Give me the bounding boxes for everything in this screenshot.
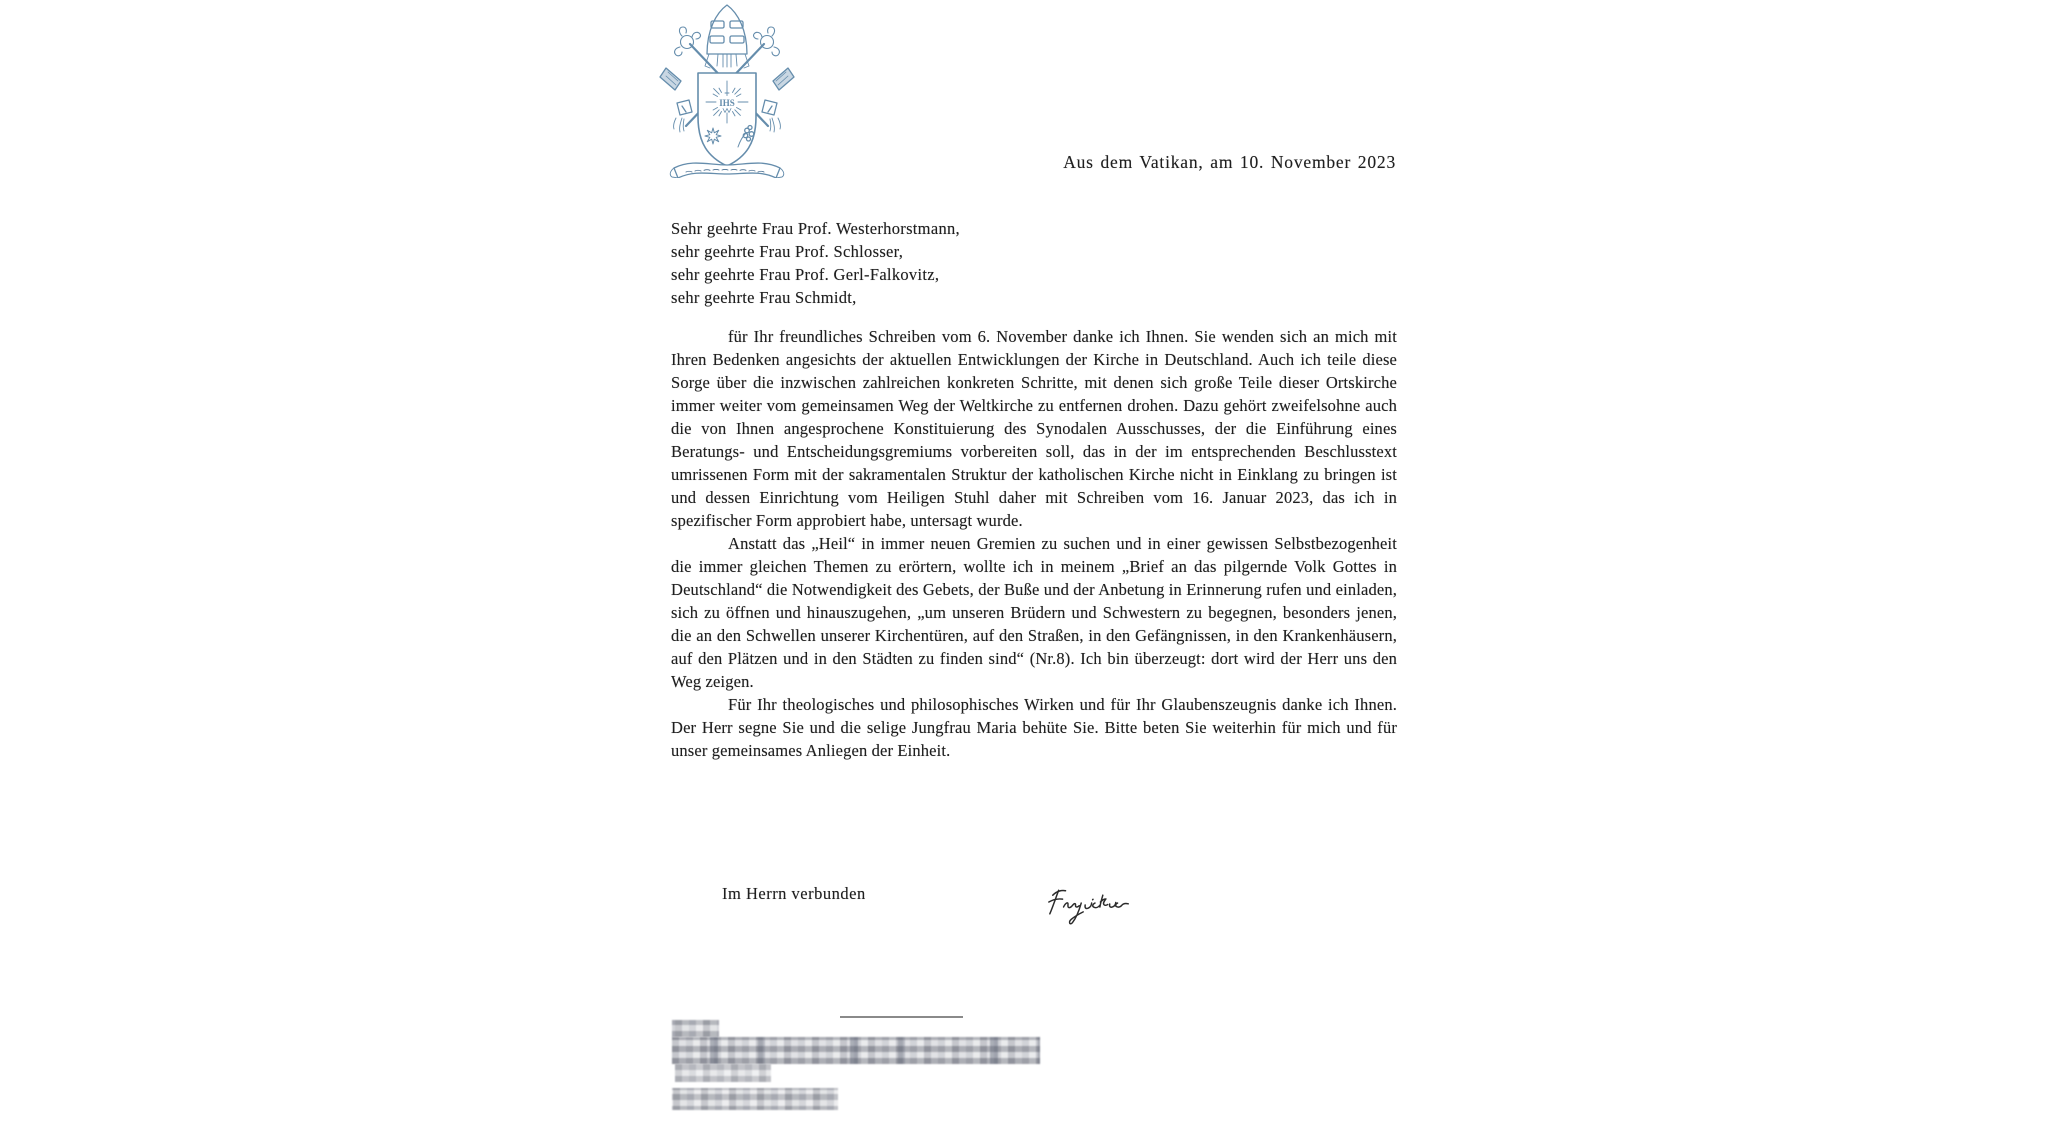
date-line: Aus dem Vatikan, am 10. November 2023 <box>1063 152 1396 172</box>
redacted-line <box>672 1020 719 1037</box>
valediction: Im Herrn verbunden <box>722 884 866 903</box>
fold-line <box>840 1016 963 1018</box>
redacted-line <box>675 1064 771 1082</box>
crest-emblem-text: IHS <box>719 98 735 108</box>
salutation-line: Sehr geehrte Frau Prof. Westerhorstmann, <box>671 219 960 238</box>
salutation-line: sehr geehrte Frau Schmidt, <box>671 288 857 307</box>
salutation-line: sehr geehrte Frau Prof. Gerl-Falkovitz, <box>671 265 940 284</box>
letter-body <box>671 325 1397 762</box>
redacted-line <box>672 1037 1040 1064</box>
papal-coat-of-arms-icon <box>652 0 802 178</box>
body-paragraph: Für Ihr theologisches und philosophisches Wirken und für Ihr Glaubenszeugnis danke ich Ihnen. Der Herr segne Sie und die selige Jungfrau Maria behüte Sie. Bitte beten Sie weiterhin für mich und für unser gemeinsames Anliegen der Einheit. <box>671 695 1397 760</box>
redacted-line <box>672 1088 838 1110</box>
salutation-line: sehr geehrte Frau Prof. Schlosser, <box>671 242 904 261</box>
pope-francis-signature <box>1040 882 1148 928</box>
body-paragraph: für Ihr freundliches Schreiben vom 6. November danke ich Ihnen. Sie wenden sich an mich mit Ihren Bedenken angesichts der aktuellen Entwicklungen der Kirche in Deutschland. Auch ich teile diese Sorge über die inzwischen zahlreichen konkreten Schritte, mit denen sich große Teile dieser Ortskirche immer weiter vom gemeinsamen Weg der Weltkirche zu entfernen drohen. Dazu gehört zweifelsohne auch die von Ihnen angesprochene Konstituierung des Synodalen Ausschusses, der die Einführung eines Beratungs- und Entscheidungsgremiums vorbereiten soll, das in der im entsprechenden Beschlusstext umrissenen Form mit der sakramentalen Struktur der katholischen Kirche nicht in Einklang zu bringen ist und dessen Einrichtung vom Heiligen Stuhl daher mit Schreiben vom 16. Januar 2023, das ich in spezifischer Form approbiert habe, untersagt wurde. <box>671 327 1397 530</box>
salutation <box>671 217 960 309</box>
body-paragraph: Anstatt das „Heil“ in immer neuen Gremien zu suchen und in einer gewissen Selbstbezogenheit die immer gleichen Themen zu erörtern, wollte ich in meinem „Brief an das pilgernde Volk Gottes in Deutschland“ die Notwendigkeit des Gebets, der Buße und der Anbetung in Erinnerung rufen und einladen, sich zu öffnen und hinauszugehen, „um unseren Brüdern und Schwestern zu begegnen, besonders jenen, die an den Schwellen unserer Kirchentüren, auf den Straßen, in den Gefängnissen, in den Krankenhäusern, auf den Plätzen und in den Städten zu finden sind“ (Nr.8). Ich bin überzeugt: dort wird der Herr uns den Weg zeigen. <box>671 534 1397 691</box>
